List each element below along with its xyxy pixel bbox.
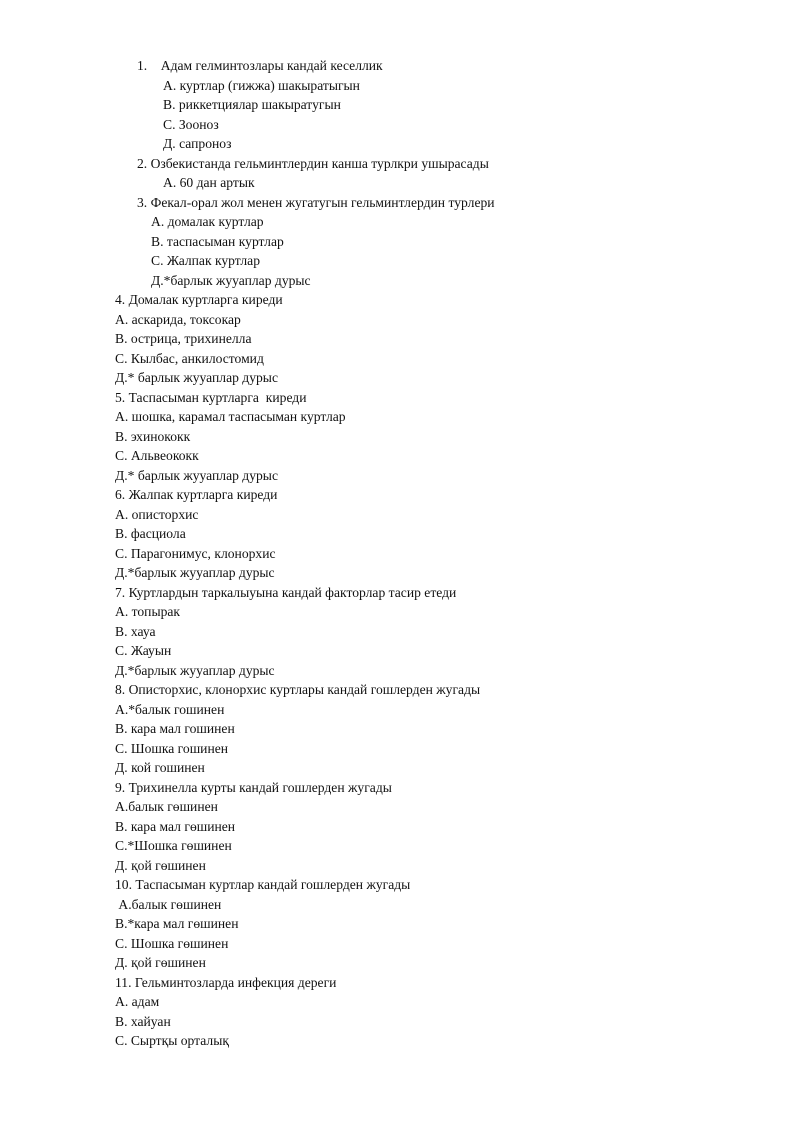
text-line: С. Шошка гошинен xyxy=(115,741,229,756)
text-line: 8. Описторхис, клонорхис куртлары кандай гошлерден жугады xyxy=(115,682,481,697)
text-line: С.*Шошка гөшинен xyxy=(115,838,232,853)
text-line: Д.*барлык жууаплар дурыс xyxy=(115,663,275,678)
text-line: А. топырак xyxy=(115,604,181,619)
text-line: Д.* барлык жууаплар дурыс xyxy=(115,468,278,483)
text-line: В. эхинококк xyxy=(115,429,191,444)
text-line: 7. Куртлардын таркалыуына кандай факторлар тасир етеди xyxy=(115,585,457,600)
text-line: В. кара мал гөшинен xyxy=(115,819,236,834)
text-line: 1. Адам гелминтозлары кандай кеселлик xyxy=(137,58,383,73)
text-line: В. кара мал гошинен xyxy=(115,721,235,736)
text-line: С. Парагонимус, клонорхис xyxy=(115,546,276,561)
text-line: 10. Таспасыман куртлар кандай гошлерден жугады xyxy=(115,877,411,892)
text-line: 4. Домалак куртларга киреди xyxy=(115,292,283,307)
text-line: Д.* барлык жууаплар дурыс xyxy=(115,370,278,385)
text-line: А.*балык гошинен xyxy=(115,702,225,717)
text-line: А. описторхис xyxy=(115,507,199,522)
text-line: Д.*барлык жууаплар дурыс xyxy=(151,273,311,288)
text-line: В. фасциола xyxy=(115,526,186,541)
text-line: Д. сапроноз xyxy=(163,136,232,151)
text-line: 6. Жалпак куртларга киреди xyxy=(115,487,278,502)
text-line: А. домалак куртлар xyxy=(151,214,264,229)
text-line: В. риккетциялар шакыратугын xyxy=(163,97,341,112)
text-line: С. Альвеококк xyxy=(115,448,199,463)
text-line: С. Жалпак куртлар xyxy=(151,253,260,268)
text-line: С. Жауын xyxy=(115,643,172,658)
text-line: 3. Фекал-орал жол менен жугатугын гельминтлердин турлери xyxy=(137,195,495,210)
text-line: С. Зооноз xyxy=(163,117,219,132)
text-line: А. шошка, карамал таспасыман куртлар xyxy=(115,409,346,424)
text-line: В.*кара мал гөшинен xyxy=(115,916,239,931)
text-line: А.балык гөшинен xyxy=(115,799,218,814)
text-line: С. Шошка гөшинен xyxy=(115,936,229,951)
text-line: С. Сыртқы орталық xyxy=(115,1033,229,1048)
text-line: А.балык гөшинен xyxy=(115,897,222,912)
text-line: Д. қой гөшинен xyxy=(115,858,206,873)
text-line: А. аскарида, токсокар xyxy=(115,312,241,327)
text-line: Д. қой гөшинен xyxy=(115,955,206,970)
text-line: 11. Гельминтозларда инфекция дереги xyxy=(115,975,337,990)
text-line: А. 60 дан артык xyxy=(163,175,255,190)
text-line: В. острица, трихинелла xyxy=(115,331,252,346)
text-line: 2. Озбекистанда гельминтлердин канша турлкри ушырасады xyxy=(137,156,489,171)
text-line: 9. Трихинелла курты кандай гошлерден жугады xyxy=(115,780,392,795)
text-line: В. хайуан xyxy=(115,1014,171,1029)
text-line: 5. Таспасыман куртларга киреди xyxy=(115,390,307,405)
text-line: С. Кылбас, анкилостомид xyxy=(115,351,264,366)
text-line: А. адам xyxy=(115,994,160,1009)
text-line: В. хауа xyxy=(115,624,156,639)
text-line: В. таспасыман куртлар xyxy=(151,234,284,249)
text-line: Д. кой гошинен xyxy=(115,760,205,775)
text-line: А. куртлар (гижжа) шакыратыгын xyxy=(163,78,360,93)
text-line: Д.*барлык жууаплар дурыс xyxy=(115,565,275,580)
